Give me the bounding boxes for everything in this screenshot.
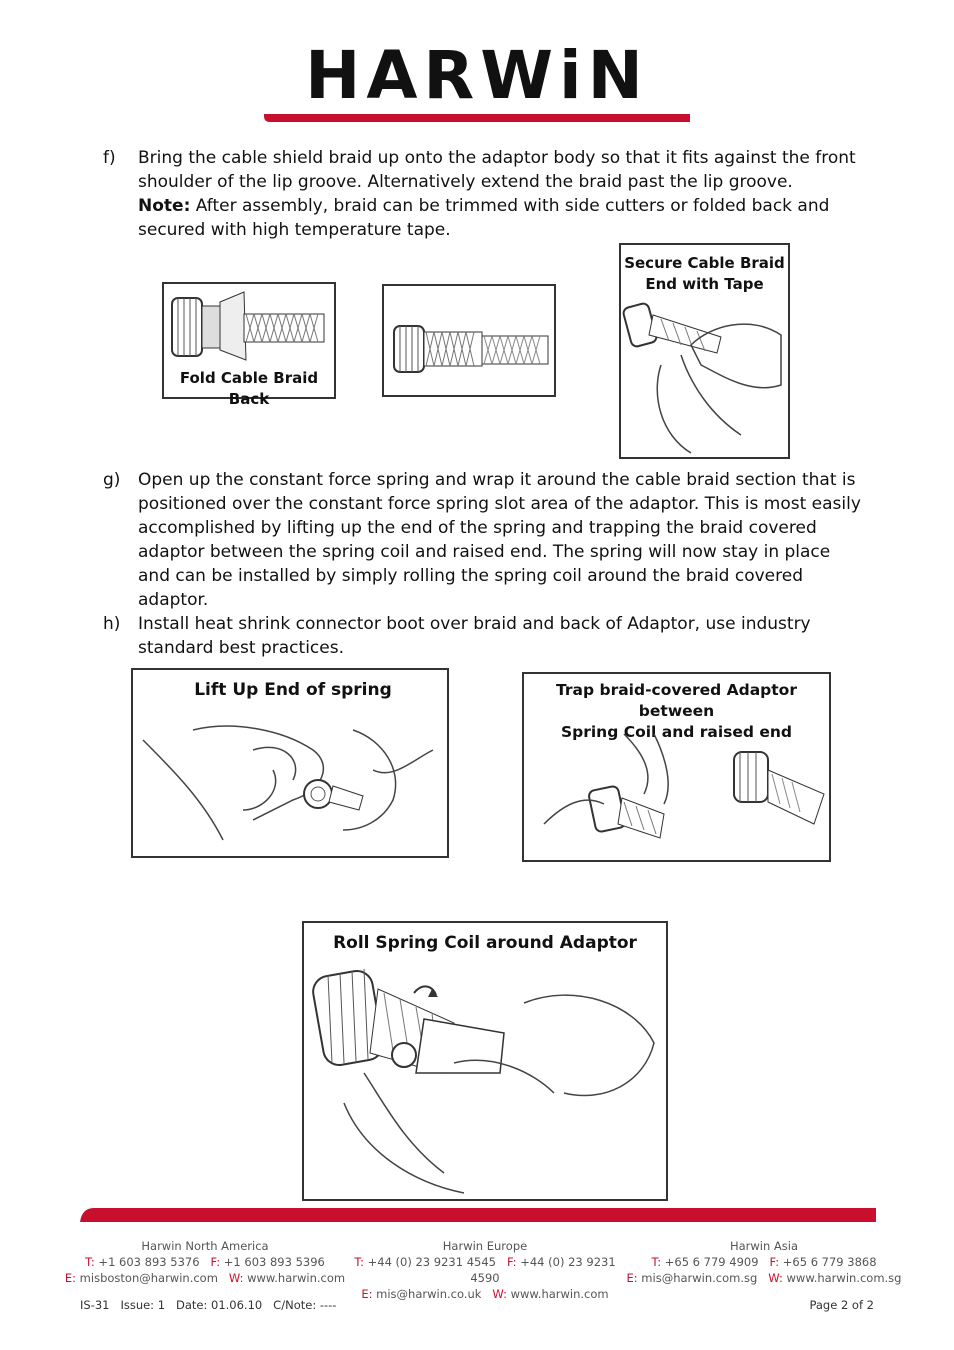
footer-eu-region: Harwin Europe <box>442 1239 528 1253</box>
footer-europe <box>340 1238 630 1302</box>
secure-tape-illustration <box>621 245 788 457</box>
braid-extended-illustration <box>384 286 554 395</box>
footer-na-web-label: W: <box>228 1271 244 1285</box>
footer-asia-region: Harwin Asia <box>729 1239 799 1253</box>
logo-wordmark: HARWiN <box>305 44 649 114</box>
footer-eu-web-label: W: <box>492 1287 507 1301</box>
footer-na-fax: +1 603 893 5396 <box>220 1255 325 1269</box>
step-f-text: Bring the cable shield braid up onto the adaptor body so that it fits against the front shoulder of the lip groove. Alternatively extend the braid past the lip groove. <box>138 148 856 192</box>
step-g-text: Open up the constant force spring and wrap it around the cable braid section that is positioned over the constant force spring slot area of the adaptor. This is most easily accomplished by lifting up the end of the spring and trapping the braid covered adaptor between the spring coil and raised end. The spring will now stay in place and can be installed by simply rolling the spring coil around the braid covered adaptor. <box>138 470 861 610</box>
footer-asia-tel: +65 6 779 4909 <box>661 1255 759 1269</box>
step-f-letter: f) <box>103 148 116 168</box>
footer-eu-fax: +44 (0) 23 9231 4590 <box>470 1255 616 1285</box>
fold-braid-caption: Fold Cable Braid Back <box>179 369 319 408</box>
harwin-logo <box>264 44 690 122</box>
footer-asia-email[interactable]: mis@harwin.com.sg <box>637 1271 758 1285</box>
footer-asia-fax-label: F: <box>769 1255 780 1269</box>
step-g <box>103 468 863 612</box>
roll-spring-illustration <box>304 923 666 1199</box>
trap-adaptor-caption-line1: Trap braid-covered Adaptor between <box>556 681 797 720</box>
figure-secure-tape <box>619 243 790 459</box>
step-h-text: Install heat shrink connector boot over braid and back of Adaptor, use industry standard best practices. <box>138 614 811 658</box>
trap-adaptor-illustration <box>524 674 829 860</box>
step-h-letter: h) <box>103 614 121 634</box>
footer-asia-tel-label: T: <box>651 1255 662 1269</box>
trap-adaptor-caption-line2: Spring Coil and raised end <box>560 723 793 741</box>
footer-eu-tel: +44 (0) 23 9231 4545 <box>363 1255 496 1269</box>
lift-spring-illustration <box>133 670 447 856</box>
footer-eu-tel-label: T: <box>354 1255 364 1269</box>
page-number: Page 2 of 2 <box>809 1298 874 1312</box>
footer-na-tel: +1 603 893 5376 <box>94 1255 200 1269</box>
step-g-letter: g) <box>103 470 121 490</box>
figure-lift-spring <box>131 668 449 858</box>
footer-north-america <box>60 1238 350 1286</box>
footer-eu-fax-label: F: <box>506 1255 517 1269</box>
step-f <box>103 146 863 242</box>
step-h <box>103 612 863 660</box>
secure-tape-caption-line2: End with Tape <box>645 275 764 293</box>
roll-spring-caption: Roll Spring Coil around Adaptor <box>333 933 637 953</box>
issue-info: IS-31 Issue: 1 Date: 01.06.10 C/Note: ---- <box>80 1298 337 1312</box>
footer-asia <box>614 1238 914 1286</box>
step-f-note-text: After assembly, braid can be trimmed with side cutters or folded back and secured with high temperature tape. <box>138 196 830 240</box>
footer-na-email[interactable]: misboston@harwin.com <box>76 1271 218 1285</box>
figure-fold-braid <box>162 282 336 408</box>
step-f-note-label: Note: <box>138 196 191 216</box>
lift-spring-caption: Lift Up End of spring <box>194 680 392 700</box>
secure-tape-caption-line1: Secure Cable Braid <box>624 254 785 272</box>
footer-asia-fax: +65 6 779 3868 <box>779 1255 877 1269</box>
footer-eu-email[interactable]: mis@harwin.co.uk <box>372 1287 482 1301</box>
footer-na-email-label: E: <box>64 1271 77 1285</box>
footer-asia-email-label: E: <box>626 1271 638 1285</box>
footer-eu-web[interactable]: www.harwin.com <box>506 1287 609 1301</box>
footer-asia-web-label: W: <box>768 1271 783 1285</box>
figure-braid-extended <box>382 284 556 397</box>
footer-red-bar <box>80 1208 876 1222</box>
footer-na-tel-label: T: <box>85 1255 95 1269</box>
footer-na-fax-label: F: <box>210 1255 221 1269</box>
figure-roll-spring <box>302 921 668 1201</box>
footer-asia-web[interactable]: www.harwin.com.sg <box>782 1271 902 1285</box>
footer-na-web[interactable]: www.harwin.com <box>243 1271 346 1285</box>
footer-eu-email-label: E: <box>361 1287 373 1301</box>
figure-trap-adaptor <box>522 672 831 862</box>
footer-na-region: Harwin North America <box>141 1239 269 1253</box>
